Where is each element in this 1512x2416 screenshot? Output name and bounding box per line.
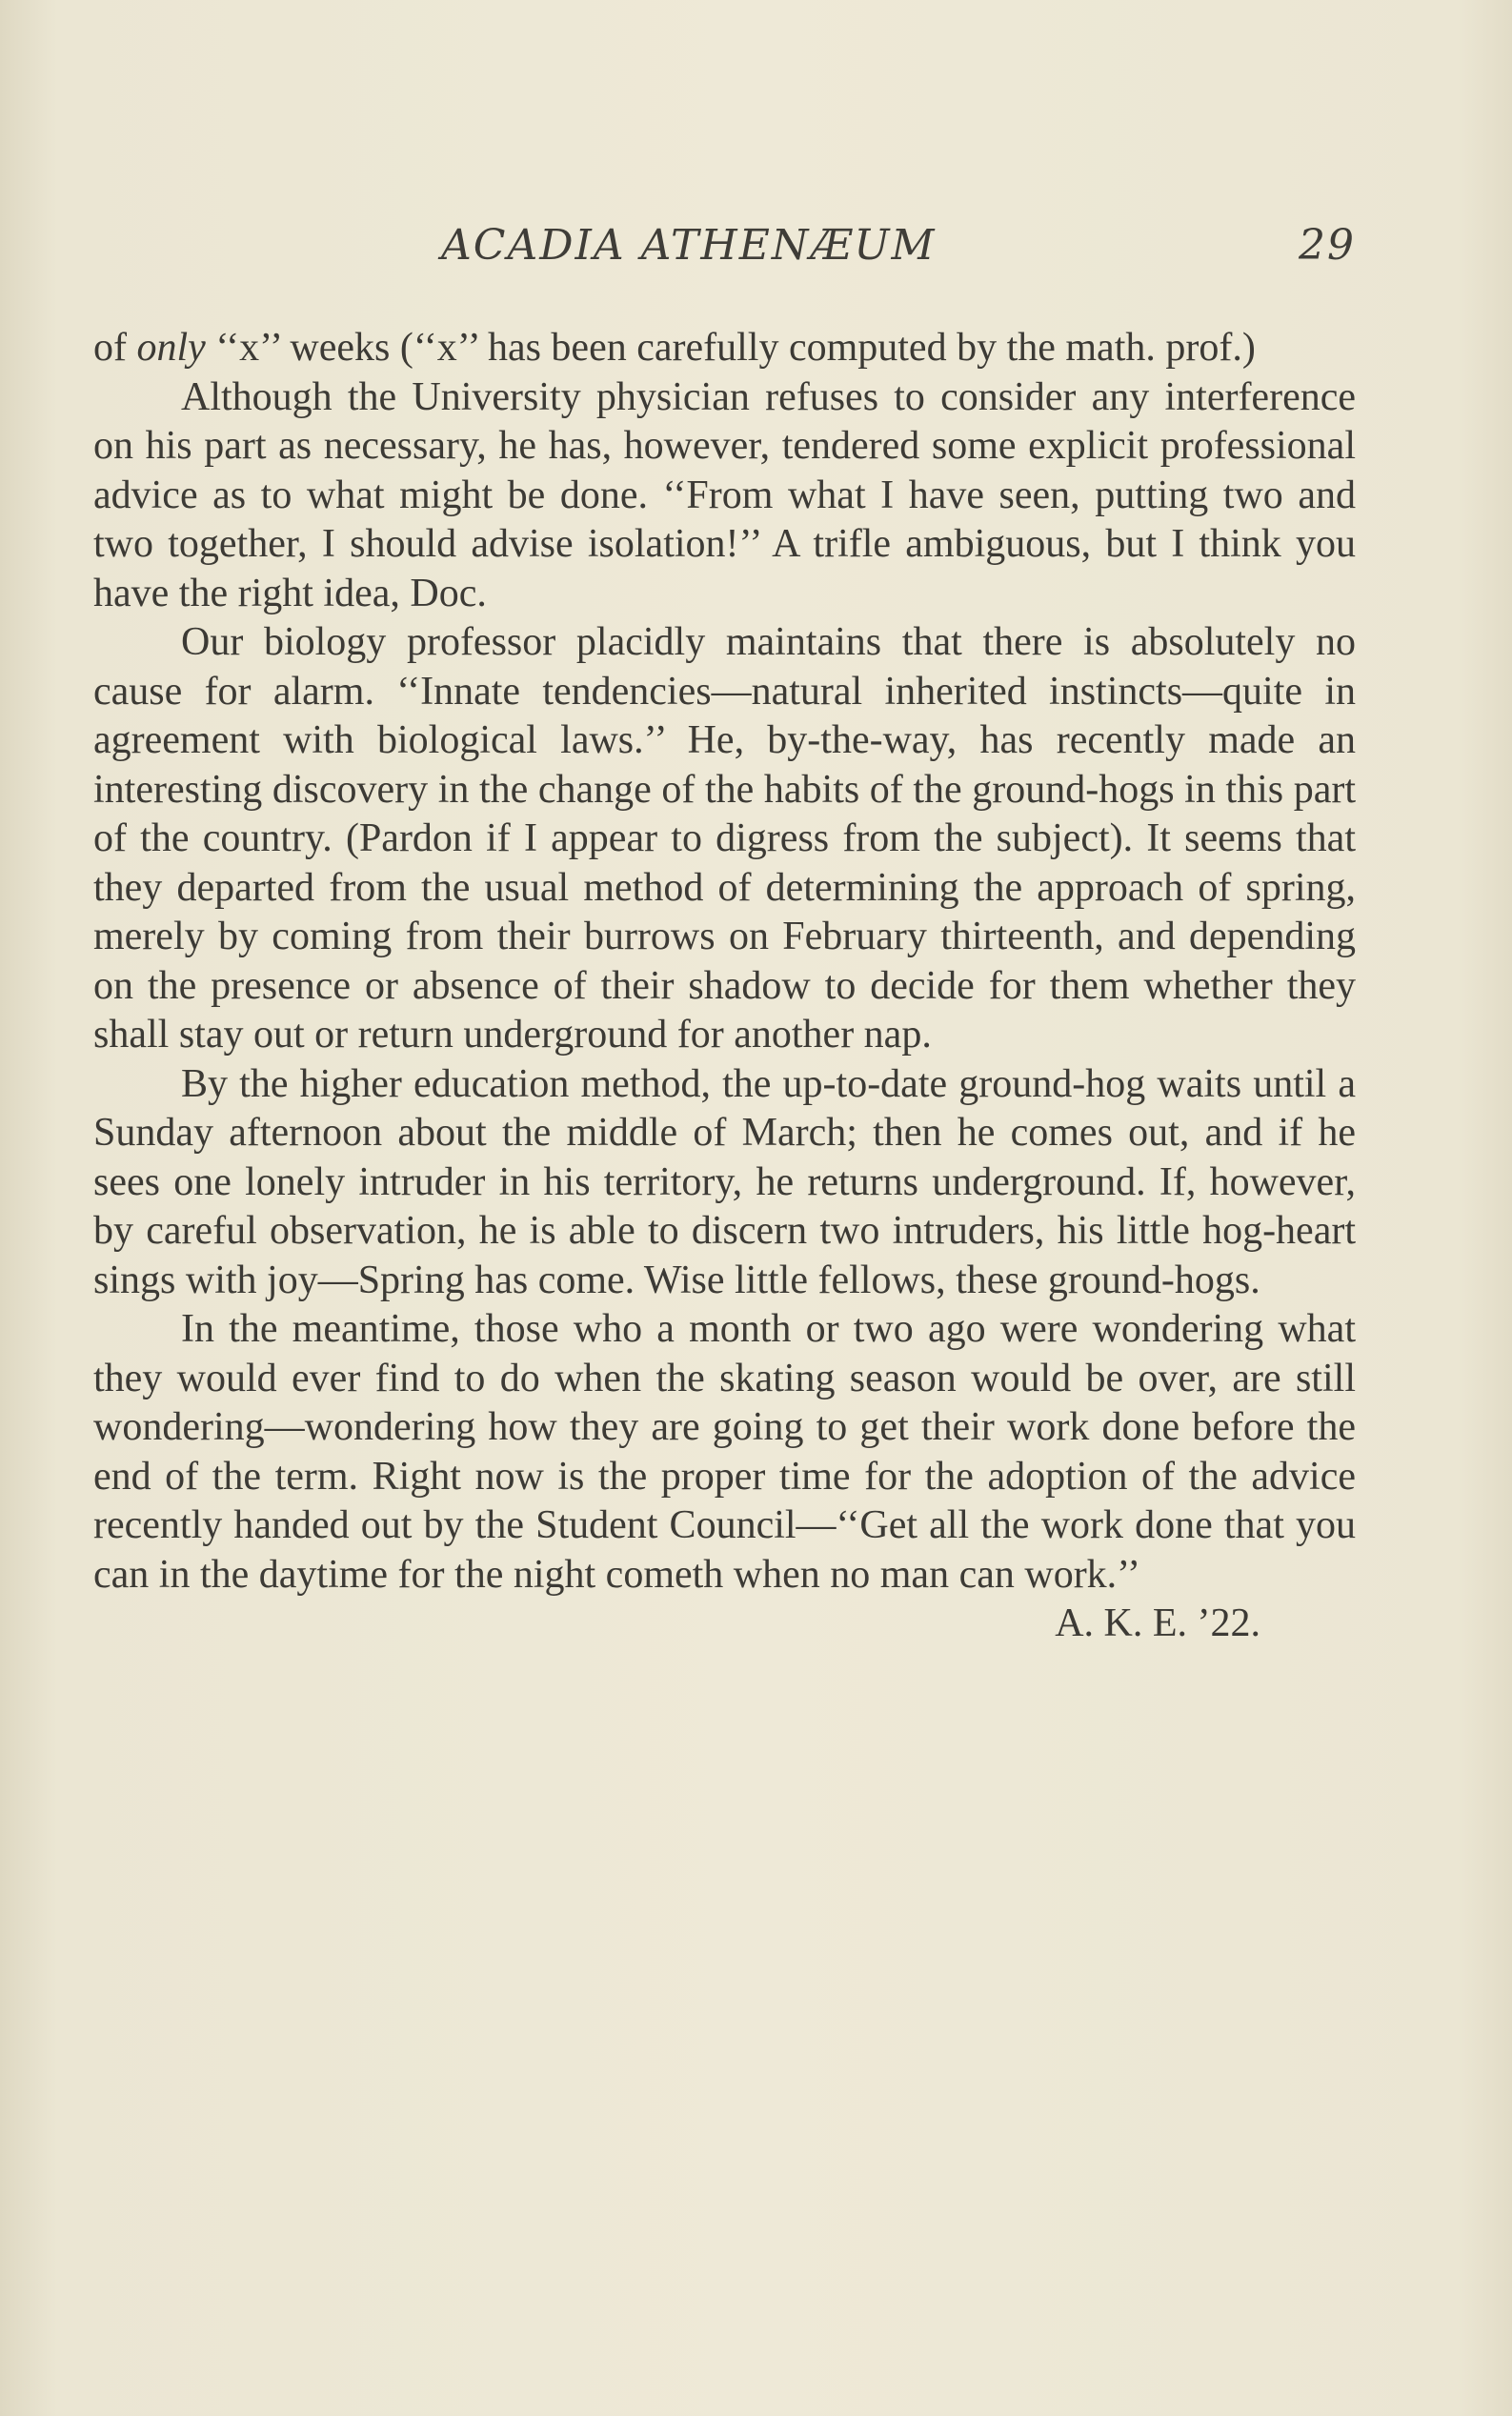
emphasis-only: only [136, 326, 206, 370]
page-number: 29 [1299, 221, 1356, 270]
running-head [93, 221, 1356, 288]
paragraph-1-prefix: of [93, 326, 137, 370]
paragraph-4: By the higher education method, the up-to-date ground-hog waits until a Sunday afternoon about the middle of March; then he comes out, and if he sees one lonely intruder in his territory, he returns underground. If, however, by careful observation, he is able to discern two intruders, his little hog-heart sings with joy—Spring has come. Wise little fellows, these ground-hogs. [93, 1061, 1356, 1302]
author-signature: A. K. E. ’22. [1055, 1601, 1260, 1645]
article-body [93, 324, 1356, 1649]
paragraph-5-text: In the meantime, those who a month or two ago were wondering what they would ever find to do when the skating season would be over, are still wondering—wondering how they are going to get their work done before the end of the term. Right now is the proper time for the adoption of the advice recently handed out by the Student Council—‘‘Get all the work done that you can in the daytime for the night cometh when no man can work.’’ [93, 1307, 1356, 1597]
paragraph-5 [93, 1305, 1356, 1645]
paragraph-2: Although the University physician refuses to consider any interference on his part as necessary, he has, however, tendered some explicit professional advice as to what might be done. ‘‘From what I have seen, putting two and two together, I should advise isolation!’’ A trifle ambiguous, but I think you have the right idea, Doc. [93, 374, 1356, 615]
paragraph-1-rest: ‘‘x’’ weeks (‘‘x’’ has been carefully computed by the math. prof.) [205, 326, 1256, 370]
paragraph-3: Our biology professor placidly maintains that there is absolutely no cause for alarm. ‘‘Innate tendencies—natural inherited instincts—quite in agreement with biological laws.’’ He, by-the-way, has recently made an interesting discovery in the change of the habits of the ground-hogs in this part of the country. (Pardon if I appear to digress from the subject). It seems that they departed from the usual method of determining the approach of spring, merely by coming from their burrows on February thirteenth, and depending on the presence or absence of their shadow to decide for them whether they shall stay out or return underground for another nap. [93, 620, 1356, 1057]
paragraph-1 [93, 324, 1356, 373]
journal-title: ACADIA ATHENÆUM [441, 221, 937, 270]
